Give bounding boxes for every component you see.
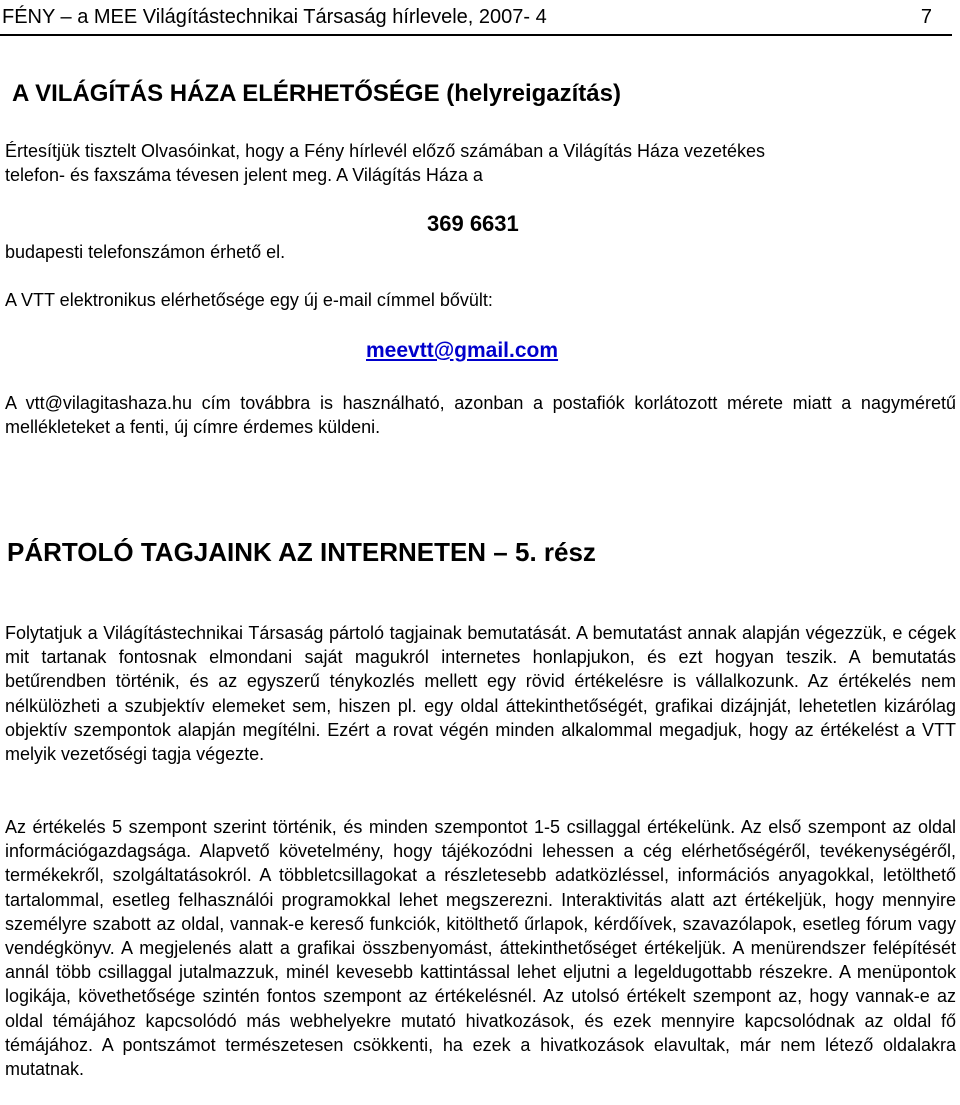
section-heading-members: PÁRTOLÓ TAGJAINK AZ INTERNETEN – 5. rész [7,537,596,567]
page-header [0,4,952,36]
intro-line-2: telefon- és faxszáma tévesen jelent meg. A Világítás Háza a [5,165,483,185]
intro-line-3: budapesti telefonszámon érhető el. [5,242,286,262]
members-paragraph-2: Az értékelés 5 szempont szerint történik, és minden szempontot 1-5 csillaggal értékelünk. Az első szempont az oldal információgazdagsága. Alapvető követelmény, hogy tájékozódni lehessen a cég elérhetőségéről, tevékenységéről, termékekről, szolgáltatásokról. A többletcsillagokat a részletesebb adatközléssel, információs anyagokkal, letölthető tartalommal, esetleg felhasználói programokkal lehet megszerezni. Interaktivitás alatt azt értékeljük, hogy mennyire személyre szabott az oldal, vannak-e kereső funkciók, kitölthető űrlapok, kérdőívek, szavazólapok, esetleg fórum vagy vendégkönyv. A megjelenés alatt a grafikai összbenyomást, áttekinthetőséget értékeljük. A menürendszer felépítését annál több csillaggal jutalmazzuk, minél kevesebb kattintással lehet eljutni a legeldugottabb részekre. A menüpontok logikája, követhetősége szintén fontos szempont az értékelésnél. Az utolsó értékelt szempont az, hogy vannak-e az oldal témájához kapcsolódó más webhelyekre mutató hivatkozások, és ezek mennyire kapcsolódnak az oldal fő témájához. A pontszámot természetesen csökkenti, ha ezek a hivatkozások elavultak, már nem létező oldalakra mutatnak. [5,817,956,1080]
email-link[interactable]: meevtt@gmail.com [366,339,559,362]
section-heading-contact: A VILÁGÍTÁS HÁZA ELÉRHETŐSÉGE (helyreigazítás) [12,80,621,107]
email-note-paragraph: A vtt@vilagitashaza.hu cím továbbra is használható, azonban a postafiók korlátozott mérete miatt a nagyméretű mellékleteket a fenti, új címre érdemes küldeni. [5,393,956,438]
newsletter-title: FÉNY – a MEE Világítástechnikai Társaság hírlevele, 2007- 4 [2,6,547,28]
page-number: 7 [920,6,932,28]
members-paragraph-1: Folytatjuk a Világítástechnikai Társaság pártoló tagjainak bemutatását. A bemutatást annak alapján végezzük, e cégek mit tartanak fontosnak elmondani saját magukról internetes honlapjukon, és ezt hogyan teszik. A bemutatás betűrendben történik, és az egyszerű ténykozlés mellett egy rövid értékelésre is vállalkozunk. Az értékelés nem nélkülözheti a szubjektív elemeket sem, hiszen pl. egy oldal áttekinthetőségét, grafikai dizájnját, lehetetlen kizárólag objektív szempontok alapján megítélni. Ezért a rovat végén minden alkalommal megadjuk, hogy az értékelést a VTT melyik vezetőségi tagja végezte. [5,623,956,765]
phone-number: 369 6631 [427,211,519,236]
intro-line-1: Értesítjük tisztelt Olvasóinkat, hogy a Fény hírlevél előző számában a Világítás Háza vezetékes [5,141,766,161]
email-intro-line: A VTT elektronikus elérhetősége egy új e-mail címmel bővült: [5,290,493,310]
